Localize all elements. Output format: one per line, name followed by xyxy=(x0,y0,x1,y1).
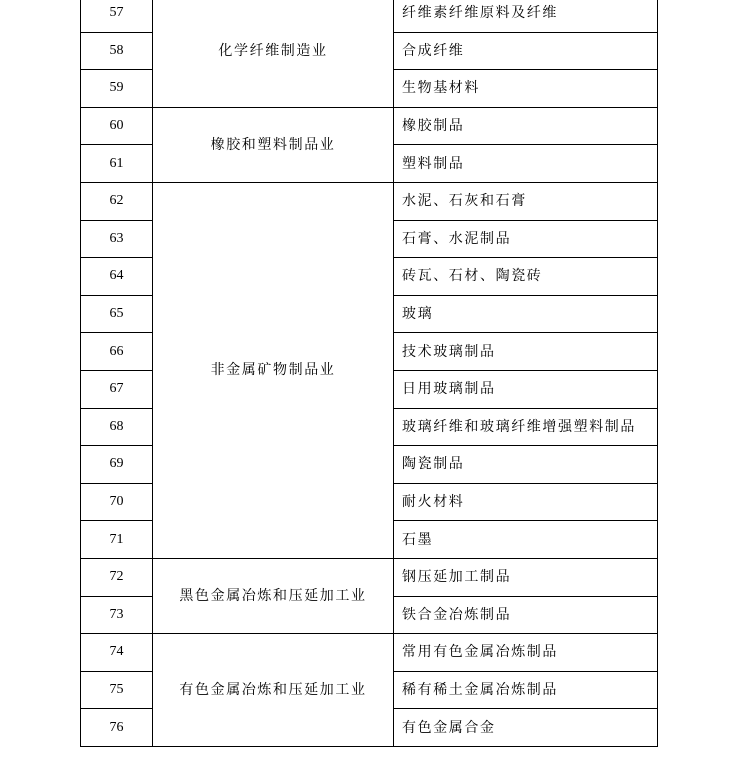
subcategory-cell: 常用有色金属冶炼制品 xyxy=(394,634,658,672)
row-number: 60 xyxy=(81,107,153,145)
row-number: 62 xyxy=(81,182,153,220)
table-row xyxy=(81,107,658,145)
subcategory-cell: 橡胶制品 xyxy=(394,107,658,145)
subcategory-cell: 塑料制品 xyxy=(394,145,658,183)
category-cell: 橡胶和塑料制品业 xyxy=(153,107,394,182)
row-number: 67 xyxy=(81,370,153,408)
subcategory-cell: 陶瓷制品 xyxy=(394,446,658,484)
row-number: 74 xyxy=(81,634,153,672)
table-row xyxy=(81,0,658,32)
table-row xyxy=(81,182,658,220)
subcategory-cell: 水泥、石灰和石膏 xyxy=(394,182,658,220)
table-body xyxy=(81,0,658,746)
row-number: 75 xyxy=(81,671,153,709)
subcategory-cell: 稀有稀土金属冶炼制品 xyxy=(394,671,658,709)
subcategory-cell: 纤维素纤维原料及纤维 xyxy=(394,0,658,32)
row-number: 72 xyxy=(81,558,153,596)
row-number: 58 xyxy=(81,32,153,70)
row-number: 68 xyxy=(81,408,153,446)
subcategory-cell: 日用玻璃制品 xyxy=(394,370,658,408)
industry-table xyxy=(80,0,658,747)
row-number: 65 xyxy=(81,295,153,333)
row-number: 71 xyxy=(81,521,153,559)
subcategory-cell: 耐火材料 xyxy=(394,483,658,521)
subcategory-cell: 生物基材料 xyxy=(394,70,658,108)
subcategory-cell: 铁合金冶炼制品 xyxy=(394,596,658,634)
subcategory-cell: 玻璃纤维和玻璃纤维增强塑料制品 xyxy=(394,408,658,446)
row-number: 59 xyxy=(81,70,153,108)
row-number: 70 xyxy=(81,483,153,521)
subcategory-cell: 玻璃 xyxy=(394,295,658,333)
row-number: 57 xyxy=(81,0,153,32)
row-number: 61 xyxy=(81,145,153,183)
subcategory-cell: 石膏、水泥制品 xyxy=(394,220,658,258)
table-row xyxy=(81,634,658,672)
row-number: 64 xyxy=(81,258,153,296)
table-row xyxy=(81,558,658,596)
row-number: 66 xyxy=(81,333,153,371)
row-number: 69 xyxy=(81,446,153,484)
category-cell: 黑色金属冶炼和压延加工业 xyxy=(153,558,394,633)
subcategory-cell: 技术玻璃制品 xyxy=(394,333,658,371)
subcategory-cell: 石墨 xyxy=(394,521,658,559)
subcategory-cell: 钢压延加工制品 xyxy=(394,558,658,596)
row-number: 76 xyxy=(81,709,153,747)
subcategory-cell: 砖瓦、石材、陶瓷砖 xyxy=(394,258,658,296)
subcategory-cell: 有色金属合金 xyxy=(394,709,658,747)
row-number: 63 xyxy=(81,220,153,258)
category-cell: 化学纤维制造业 xyxy=(153,0,394,107)
category-cell: 非金属矿物制品业 xyxy=(153,182,394,558)
category-cell: 有色金属冶炼和压延加工业 xyxy=(153,634,394,747)
row-number: 73 xyxy=(81,596,153,634)
subcategory-cell: 合成纤维 xyxy=(394,32,658,70)
